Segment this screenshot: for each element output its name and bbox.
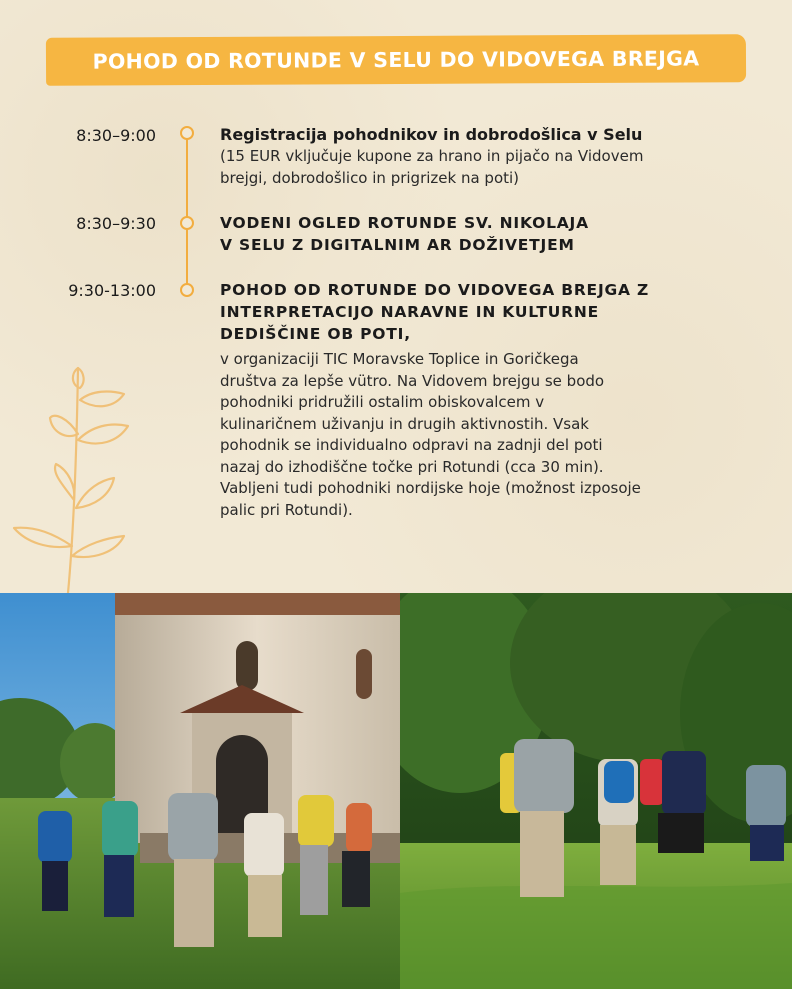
schedule-time: 8:30–9:00 bbox=[76, 126, 156, 145]
schedule-description bbox=[220, 349, 720, 521]
description-line: brejgi, dobrodošlico in prigrizek na poti) bbox=[220, 168, 520, 187]
schedule-item bbox=[220, 279, 720, 521]
schedule-heading-line: V SELU Z DIGITALNIM AR DOŽIVETJEM bbox=[220, 236, 575, 254]
description-line: nazaj do izhodiščne točke pri Rotundi (cca 30 min). bbox=[220, 457, 604, 476]
description-line: v organizaciji TIC Moravske Toplice in Goričkega bbox=[220, 350, 579, 368]
timeline-dot bbox=[180, 126, 194, 140]
forest-scene bbox=[400, 593, 792, 989]
schedule-heading-line: DEDIŠČINE OB POTI, bbox=[220, 325, 411, 343]
rotunda-scene bbox=[0, 593, 400, 989]
description-line: (15 EUR vključuje kupone za hrano in pijačo na Vidovem bbox=[220, 147, 644, 165]
schedule-heading: Registracija pohodnikov in dobrodošlica v Selu bbox=[220, 125, 643, 144]
schedule-item bbox=[220, 124, 720, 189]
description-line: Vabljeni tudi pohodniki nordijske hoje (možnost izposoje bbox=[220, 479, 641, 497]
hikers-forest-photo bbox=[400, 593, 792, 989]
description-line: pohodnik se individualno odpravi na zadnji del poti bbox=[220, 436, 603, 454]
description-line: kulinaričnem uživanju in drugih aktivnostih. Vsak bbox=[220, 414, 589, 433]
leaf-sprig-icon bbox=[6, 360, 136, 595]
schedule-heading-line: VODENI OGLED ROTUNDE SV. NIKOLAJA bbox=[220, 214, 589, 232]
photo-strip bbox=[0, 593, 792, 989]
timeline-line bbox=[186, 138, 188, 286]
page-title: POHOD OD ROTUNDE V SELU DO VIDOVEGA BREJGA bbox=[92, 46, 700, 74]
schedule-heading-line: INTERPRETACIJO NARAVNE IN KULTURNE bbox=[220, 303, 599, 321]
description-line: društva za lepše vütro. Na Vidovem brejgu se bodo bbox=[220, 371, 605, 390]
schedule-time: 8:30–9:30 bbox=[76, 214, 156, 233]
schedule-item bbox=[220, 212, 720, 256]
timeline-dot bbox=[180, 283, 194, 297]
timeline-dot bbox=[180, 216, 194, 230]
schedule-time: 9:30-13:00 bbox=[68, 281, 156, 300]
schedule-description bbox=[220, 146, 720, 189]
title-banner bbox=[46, 34, 746, 86]
description-line: palic pri Rotundi). bbox=[220, 500, 353, 519]
description-line: pohodniki pridružili ostalim obiskovalcem v bbox=[220, 393, 545, 411]
schedule-heading-line: POHOD OD ROTUNDE DO VIDOVEGA BREJGA Z bbox=[220, 281, 650, 299]
rotunda-group-photo bbox=[0, 593, 400, 989]
